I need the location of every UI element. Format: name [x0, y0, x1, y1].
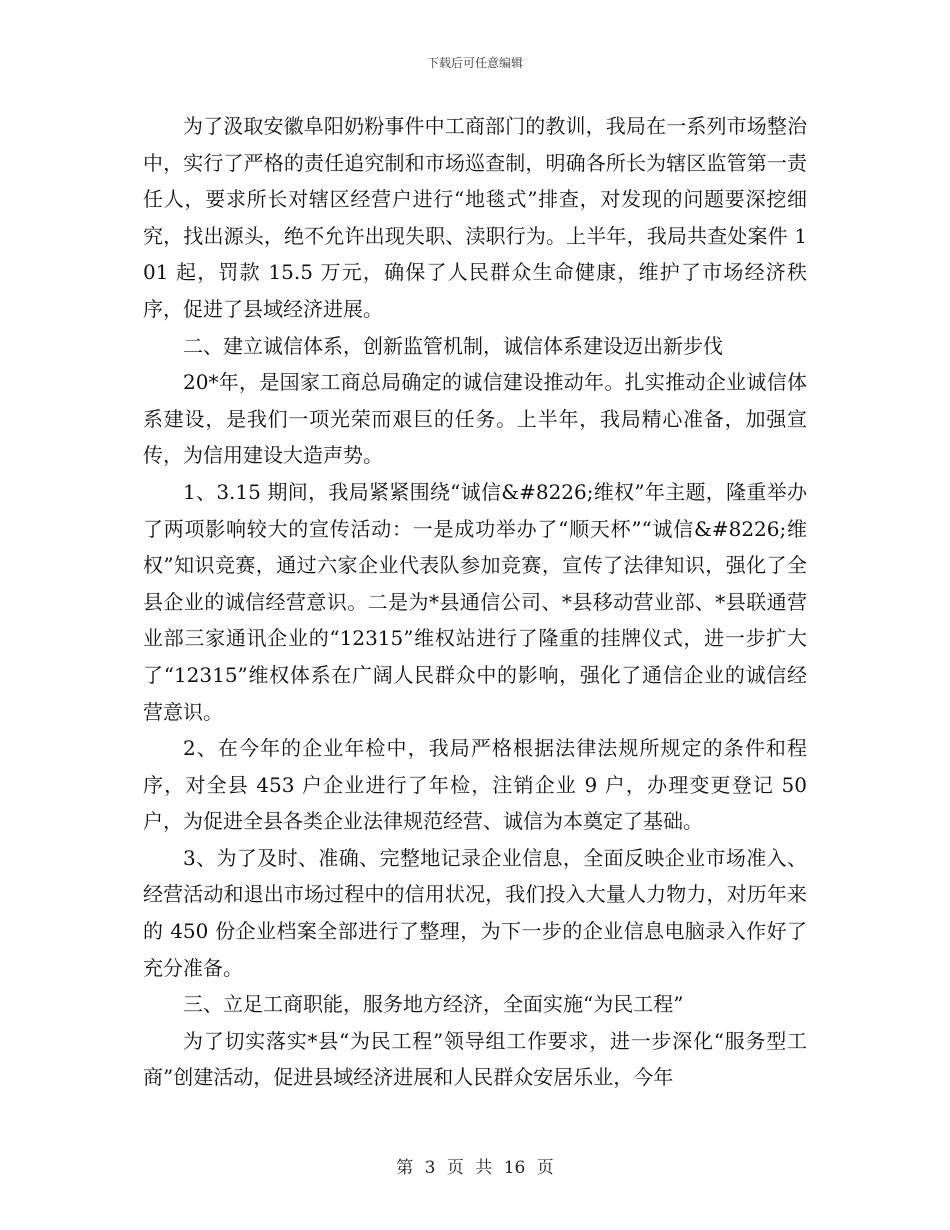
section-heading-3: 三、立足工商职能，服务地方经济，全面实施“为民工程” [183, 992, 684, 1017]
paragraph-3: 1、3.15 期间，我局紧紧围绕“诚信&#8226;维权”年主题，隆重举办了两项影响较大的宣传活动：一是成功举办了“顺天杯”“诚信&#8226;维权”知识竞赛，通过六家企业代表队参加竞赛，宣传了法律知识，强化了全县企业的诚信经营意识。二是为*县通信公司、*县移动营业部、*县联通营业部三家通讯企业的“12315”维权站进行了隆重的挂牌仪式，进一步扩大了“12315”维权体系在广阔人民群众中的影响，强化了通信企业的诚信经营意识。 [143, 479, 807, 724]
document-body [143, 108, 807, 1096]
paragraph-4: 2、在今年的企业年检中，我局严格根据法律法规所规定的条件和程序，对全县 453 户企业进行了年检，注销企业 9 户，办理变更登记 50 户，为促进全县各类企业法律规范经营、诚信为本奠定了基础。 [143, 736, 807, 834]
paragraph-2: 20*年，是国家工商总局确定的诚信建设推动年。扎实推动企业诚信体系建设，是我们一项光荣而艰巨的任务。上半年，我局精心准备，加强宣传，为信用建设大造声势。 [143, 370, 807, 468]
page-header-note: 下载后可任意编辑 [426, 56, 523, 70]
paragraph-1: 为了汲取安徽阜阳奶粉事件中工商部门的教训，我局在一系列市场整治中，实行了严格的责任追究制和市场巡查制，明确各所长为辖区监管第一责任人，要求所长对辖区经营户进行“地毯式”排查，对发现的问题要深挖细究，找出源头，绝不允许出现失职、渎职行为。上半年，我局共查处案件 101 起，罚款 15.5 万元，确保了人民群众生命健康，维护了市场经济秩序，促进了县域经济进展。 [143, 114, 807, 321]
page-number: 第 3 页 共 16 页 [396, 1158, 554, 1178]
section-heading-2: 二、建立诚信体系，创新监管机制，诚信体系建设迈出新步伐 [183, 333, 723, 358]
paragraph-5: 3、为了及时、准确、完整地记录企业信息，全面反映企业市场准入、经营活动和退出市场过程中的信用状况，我们投入大量人力物力，对历年来的 450 份企业档案全部进行了整理，为下一步的企业信息电脑录入作好了充分准备。 [143, 845, 807, 980]
paragraph-6: 为了切实落实*县“为民工程”领导组工作要求，进一步深化“服务型工商”创建活动，促进县域经济进展和人民群众安居乐业，今年 [143, 1028, 807, 1090]
